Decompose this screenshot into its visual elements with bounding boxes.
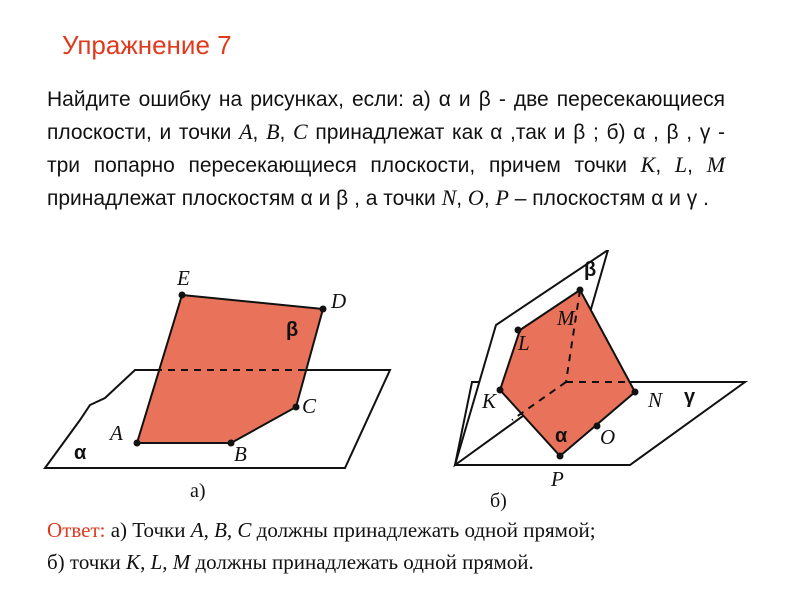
figures — [0, 250, 800, 515]
answer-text: а) Точки — [105, 518, 191, 542]
point-c — [293, 404, 300, 411]
separator: , — [655, 154, 675, 177]
answer-point-a: A — [190, 518, 204, 542]
point-k-name: K — [640, 152, 656, 177]
separator: , — [483, 187, 496, 210]
answer-text: б) точки — [47, 550, 127, 574]
answer-point-k: K — [126, 550, 141, 574]
point-p-name: P — [495, 185, 509, 210]
task-part-2: принадлежат как α ,так и β ; б) α , β , γ - три попарно пересекающиеся плоскости, причем точки — [47, 121, 725, 177]
label-beta-a: β — [286, 319, 299, 341]
point-n — [632, 389, 639, 396]
point-c-name: C — [293, 119, 308, 144]
answer-point-b: B — [214, 518, 227, 542]
label-a: A — [110, 421, 123, 445]
point-d — [320, 306, 327, 313]
point-a — [134, 440, 141, 447]
separator: , — [456, 187, 468, 210]
point-b-name: B — [266, 119, 280, 144]
separator: , — [226, 518, 238, 542]
task-part-1: Найдите ошибку на рисунках, если: а) α и β - две пересекающиеся плоскости, и точки — [47, 88, 725, 144]
task-text — [47, 84, 725, 215]
figure-a — [45, 266, 390, 502]
label-e: E — [177, 266, 190, 290]
separator: , — [687, 154, 707, 177]
answer-text: должны принадлежать одной прямой; — [251, 518, 596, 542]
task-part-3: принадлежат плоскостям α и β , а точки — [47, 187, 442, 210]
point-p — [557, 453, 564, 460]
figure-b — [455, 250, 745, 512]
label-l: L — [518, 331, 530, 355]
answer-label: Ответ: — [47, 518, 106, 542]
label-d: D — [331, 289, 347, 313]
point-m-name: M — [706, 152, 726, 177]
separator: , — [252, 121, 267, 144]
label-b: B — [234, 442, 247, 466]
page-title: Упражнение 7 — [62, 30, 232, 60]
task-part-4: – плоскостям α и γ . — [508, 187, 709, 210]
answer — [47, 514, 767, 578]
label-o: O — [600, 425, 616, 449]
answer-point-m: M — [172, 550, 191, 574]
point-o-name: O — [467, 185, 484, 210]
label-n: N — [648, 388, 663, 412]
caption-b: б) — [490, 490, 507, 512]
label-k: K — [482, 389, 497, 413]
separator: , — [140, 550, 151, 574]
label-m: M — [557, 306, 575, 330]
label-beta-b: β — [584, 259, 597, 281]
point-a-name: A — [239, 119, 253, 144]
answer-point-c: C — [237, 518, 252, 542]
answer-line-2 — [47, 546, 767, 578]
answer-text: должны принадлежать одной прямой. — [190, 550, 534, 574]
label-c: C — [302, 394, 317, 418]
point-n-name: N — [441, 185, 457, 210]
answer-point-l: L — [150, 550, 163, 574]
separator: , — [279, 121, 294, 144]
separator: , — [203, 518, 215, 542]
point-l-name: L — [674, 152, 688, 177]
point-k — [497, 387, 504, 394]
label-gamma-b: γ — [684, 386, 696, 408]
label-alpha-a: α — [74, 442, 87, 464]
answer-line-1 — [47, 514, 767, 546]
point-m — [577, 287, 584, 294]
label-alpha-b: α — [555, 425, 568, 447]
separator: , — [162, 550, 173, 574]
caption-a: а) — [190, 480, 206, 502]
point-e — [179, 292, 186, 299]
label-p: P — [551, 467, 564, 491]
